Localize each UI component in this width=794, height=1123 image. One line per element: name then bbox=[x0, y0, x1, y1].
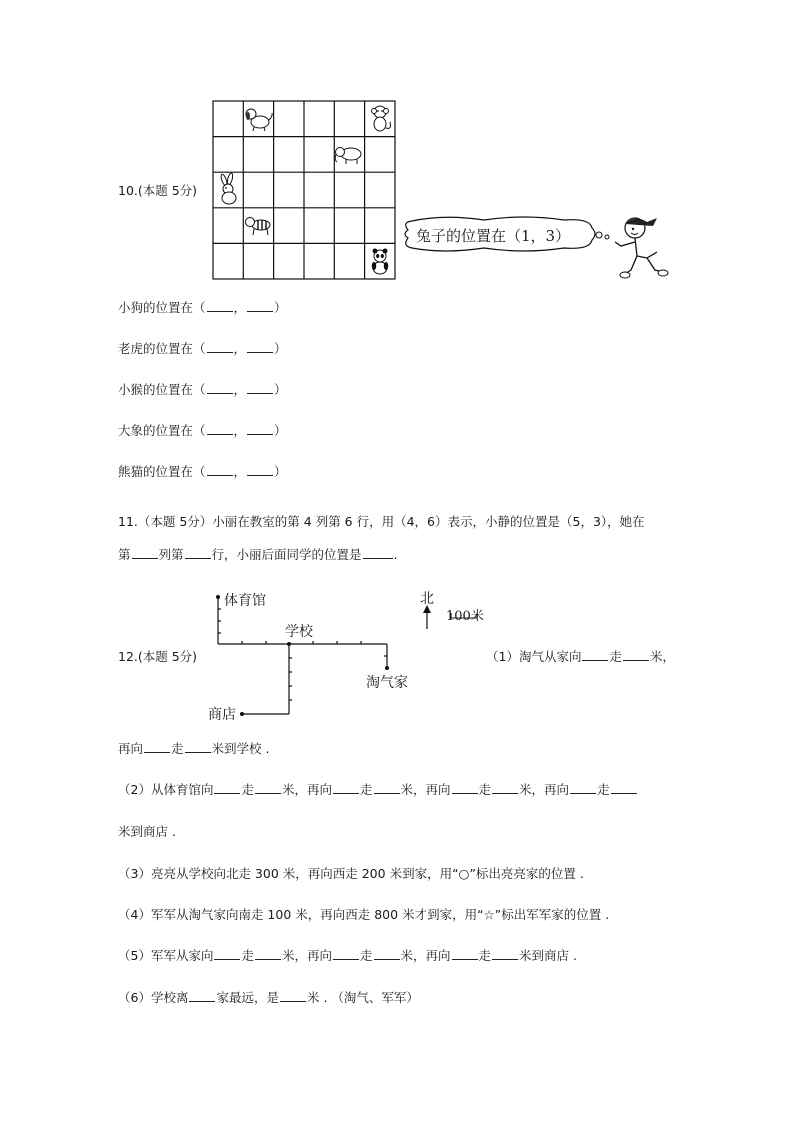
q10-line-dog bbox=[118, 298, 287, 316]
answer-blank[interactable] bbox=[374, 782, 400, 794]
text: 走 bbox=[360, 782, 373, 797]
answer-blank[interactable] bbox=[207, 341, 233, 353]
q12-p5 bbox=[118, 946, 577, 964]
q12-p1-line1 bbox=[486, 647, 675, 665]
text: 米到商店 . bbox=[519, 948, 577, 963]
answer-blank[interactable] bbox=[247, 423, 273, 435]
text: 家最远，是 bbox=[216, 990, 279, 1005]
panda-icon bbox=[372, 249, 388, 275]
answer-blank[interactable] bbox=[582, 649, 608, 661]
text: . bbox=[393, 547, 398, 562]
q12-p3: （3）亮亮从学校向北走 300 米，再向西走 200 米到家，用“○”标出亮亮家的位置 . bbox=[118, 866, 584, 881]
answer-blank[interactable] bbox=[214, 782, 240, 794]
text: 米到学校 . bbox=[211, 741, 270, 756]
text: （6）学校离 bbox=[118, 990, 189, 1005]
answer-blank[interactable] bbox=[214, 948, 240, 960]
q11-line1: 11.（本题 5分）小丽在教室的第 4 列第 6 行，用（4，6）表示，小静的位置是（5，3），她在 bbox=[118, 514, 645, 529]
text: 再向 bbox=[118, 741, 144, 756]
text: 走 bbox=[597, 782, 610, 797]
answer-blank[interactable] bbox=[492, 948, 518, 960]
answer-blank[interactable] bbox=[247, 341, 273, 353]
elephant-icon bbox=[335, 148, 361, 165]
answer-blank[interactable] bbox=[144, 741, 170, 753]
map-shop-label: 商店 bbox=[208, 707, 236, 723]
q12-p1-line2 bbox=[118, 739, 269, 757]
rabbit-icon bbox=[220, 173, 236, 204]
answer-blank[interactable] bbox=[623, 649, 649, 661]
answer-blank[interactable] bbox=[132, 547, 158, 559]
text: 走 bbox=[609, 649, 622, 664]
answer-blank[interactable] bbox=[189, 990, 215, 1002]
map-gym-label: 体育馆 bbox=[224, 593, 266, 609]
dog-icon bbox=[246, 109, 272, 131]
text: 走 bbox=[478, 782, 492, 797]
q11-line2 bbox=[118, 545, 398, 563]
cartoon-boy-icon bbox=[613, 212, 673, 284]
q10-grid bbox=[212, 100, 397, 282]
answer-blank[interactable] bbox=[333, 948, 359, 960]
text: （1）淘气从家向 bbox=[486, 649, 582, 664]
answer-blank[interactable] bbox=[207, 300, 233, 312]
answer-blank[interactable] bbox=[185, 741, 211, 753]
answer-blank[interactable] bbox=[207, 382, 233, 394]
line-sep: ， bbox=[233, 341, 247, 356]
q12-p2-line1 bbox=[118, 780, 638, 798]
q10-line-panda bbox=[118, 462, 287, 480]
speech-bubble-text: 兔子的位置在（1，3） bbox=[416, 227, 571, 245]
text: 走 bbox=[241, 782, 254, 797]
q10-line-monkey bbox=[118, 380, 287, 398]
text: 米，再向 bbox=[281, 782, 332, 797]
line-suffix: ） bbox=[274, 423, 287, 438]
q12-p6 bbox=[118, 988, 419, 1006]
line-prefix: 熊猫的位置在（ bbox=[118, 464, 206, 479]
q10-label: 10.(本题 5分) bbox=[118, 183, 198, 198]
q10-line-elephant bbox=[118, 421, 287, 439]
map-school-label: 学校 bbox=[285, 624, 313, 640]
text: 米，再向 bbox=[400, 782, 451, 797]
line-suffix: ） bbox=[274, 341, 287, 356]
text: 米，再向 bbox=[519, 782, 570, 797]
answer-blank[interactable] bbox=[247, 464, 273, 476]
line-prefix: 小狗的位置在（ bbox=[118, 300, 206, 315]
line-suffix: ） bbox=[274, 300, 287, 315]
text: 列第 bbox=[158, 547, 184, 562]
answer-blank[interactable] bbox=[452, 948, 478, 960]
answer-blank[interactable] bbox=[247, 300, 273, 312]
q12-p4: （4）军军从淘气家向南走 100 米，再向西走 800 米才到家，用“☆”标出军军家的位置 . bbox=[118, 907, 610, 922]
line-sep: ， bbox=[233, 300, 247, 315]
q12-p2-line2: 米到商店 . bbox=[118, 824, 176, 839]
map-north-label: 北 bbox=[420, 591, 434, 607]
line-sep: ， bbox=[233, 464, 247, 479]
text: 走 bbox=[171, 741, 184, 756]
answer-blank[interactable] bbox=[333, 782, 359, 794]
answer-blank[interactable] bbox=[207, 423, 233, 435]
line-sep: ， bbox=[233, 382, 247, 397]
answer-blank[interactable] bbox=[280, 990, 306, 1002]
line-prefix: 小猴的位置在（ bbox=[118, 382, 206, 397]
text: 第 bbox=[118, 547, 131, 562]
map-scale-label: 100米 bbox=[446, 609, 484, 624]
answer-blank[interactable] bbox=[247, 382, 273, 394]
line-prefix: 大象的位置在（ bbox=[118, 423, 206, 438]
line-suffix: ） bbox=[274, 464, 287, 479]
text: 走 bbox=[360, 948, 373, 963]
q10-line-tiger bbox=[118, 339, 287, 357]
text: 走 bbox=[241, 948, 254, 963]
text: 行，小丽后面同学的位置是 bbox=[211, 547, 362, 562]
answer-blank[interactable] bbox=[611, 782, 637, 794]
text: 米 . （淘气、军军） bbox=[306, 990, 419, 1005]
answer-blank[interactable] bbox=[452, 782, 478, 794]
answer-blank[interactable] bbox=[374, 948, 400, 960]
text: 走 bbox=[478, 948, 492, 963]
text: （2）从体育馆向 bbox=[118, 782, 214, 797]
q12-label: 12.(本题 5分) bbox=[118, 649, 198, 664]
answer-blank[interactable] bbox=[255, 782, 281, 794]
map-home-label: 淘气家 bbox=[366, 675, 408, 691]
line-prefix: 老虎的位置在（ bbox=[118, 341, 206, 356]
answer-blank[interactable] bbox=[363, 547, 393, 559]
text: （5）军军从家向 bbox=[118, 948, 214, 963]
line-suffix: ） bbox=[274, 382, 287, 397]
answer-blank[interactable] bbox=[207, 464, 233, 476]
text: 米， bbox=[649, 649, 675, 664]
monkey-icon bbox=[372, 106, 391, 131]
line-sep: ， bbox=[233, 423, 247, 438]
answer-blank[interactable] bbox=[185, 547, 211, 559]
text: 米，再向 bbox=[281, 948, 332, 963]
answer-blank[interactable] bbox=[492, 782, 518, 794]
text: 米，再向 bbox=[400, 948, 451, 963]
answer-blank[interactable] bbox=[570, 782, 596, 794]
tiger-icon bbox=[246, 218, 271, 236]
answer-blank[interactable] bbox=[255, 948, 281, 960]
